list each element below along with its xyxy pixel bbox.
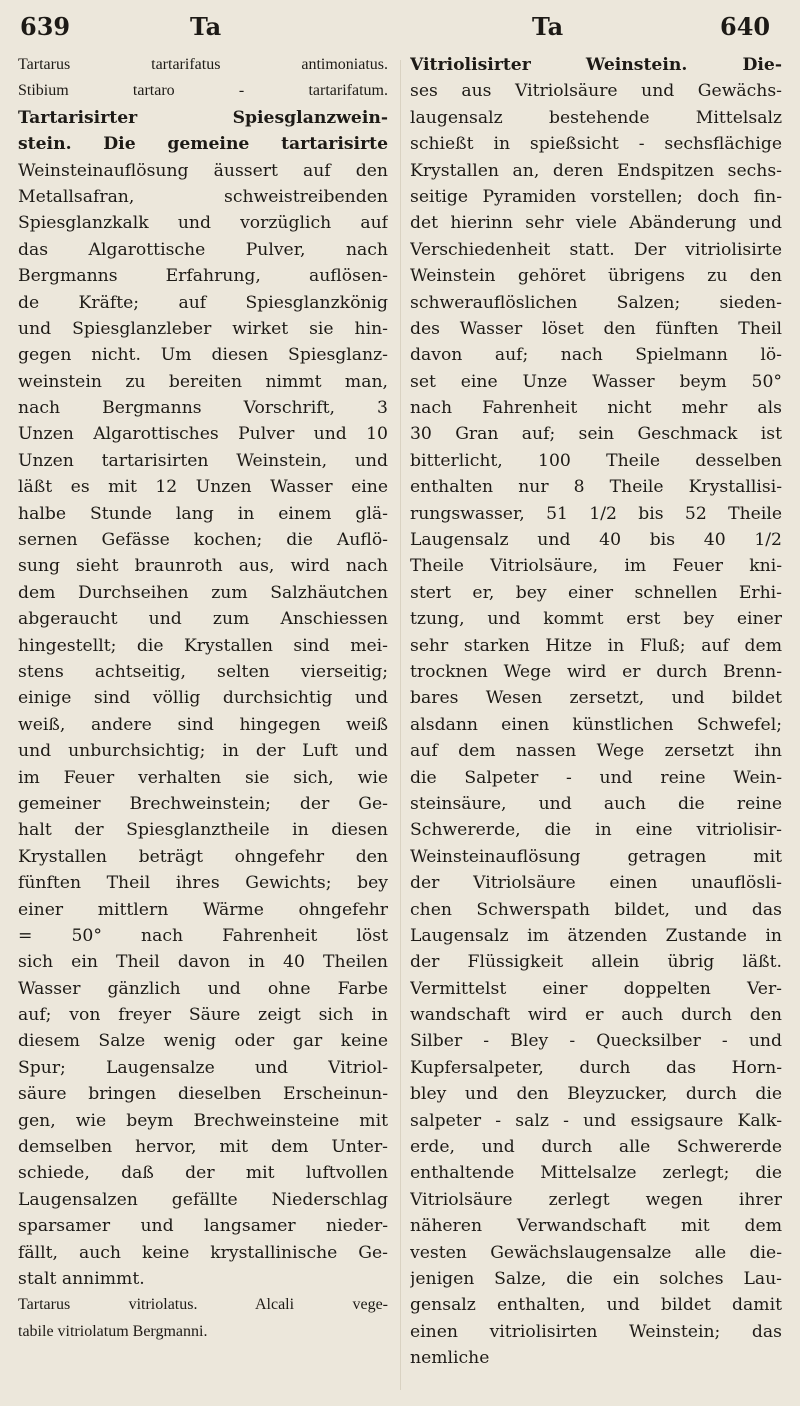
text-line: Theile Vitriolsäure, im Feuer kni-	[410, 556, 782, 577]
text-line: der Flüssigkeit allein übrig läßt.	[410, 952, 782, 973]
text-line: wandschaft wird er auch durch den	[410, 1005, 782, 1026]
text-line: set eine Unze Wasser beym 50°	[410, 371, 782, 392]
text-line: alsdann einen künstlichen Schwefel;	[410, 714, 782, 735]
text-line: Tartarus vitriolatus. Alcali vege-	[18, 1296, 388, 1314]
text-line: Spur; Laugensalze und Vitriol-	[18, 1057, 388, 1078]
text-line: Laugensalz und 40 bis 40 1/2	[410, 530, 782, 551]
text-line: stalt annimmt.	[18, 1268, 145, 1289]
text-line: Laugensalz im ätzenden Zustande in	[410, 925, 782, 946]
column-divider	[400, 60, 401, 1390]
text-line: schwerauflöslichen Salzen; sieden-	[410, 292, 782, 313]
text-line: das Algarottische Pulver, nach	[18, 239, 388, 260]
text-line: auf dem nassen Wege zersetzt ihn	[410, 741, 782, 762]
text-line: davon auf; nach Spielmann lö-	[410, 345, 782, 366]
text-line: Kupfersalpeter, durch das Horn-	[410, 1057, 782, 1078]
text-line: erde, und durch alle Schwererde	[410, 1137, 782, 1158]
page-header	[0, 8, 800, 52]
text-line: Vitriolsäure zerlegt wegen ihrer	[410, 1189, 782, 1210]
left-page-number: 639	[20, 12, 71, 41]
text-line: einige sind völlig durchsichtig und	[18, 688, 388, 709]
text-line: seitige Pyramiden vorstellen; doch fin-	[410, 186, 782, 207]
text-line: des Wasser löset den fünften Theil	[410, 318, 782, 339]
text-line: salpeter - salz - und essigsaure Kalk-	[410, 1110, 782, 1131]
right-page-number: 640	[720, 12, 771, 41]
text-line: einen vitriolisirten Weinstein; das	[410, 1321, 782, 1342]
text-line: Tartarus tartarifatus antimoniatus.	[18, 56, 388, 73]
text-line: sich ein Theil davon in 40 Theilen	[18, 952, 388, 973]
text-line: tabile vitriolatum Bergmanni.	[18, 1322, 208, 1340]
text-line: dem Durchseihen zum Salzhäutchen	[18, 582, 388, 603]
text-line: und Spiesglanzleber wirket sie hin-	[18, 318, 388, 339]
text-line: gensalz enthalten, und bildet damit	[410, 1295, 782, 1316]
text-line: stens achtseitig, selten vierseitig;	[18, 661, 388, 682]
text-line: Unzen tartarisirten Weinstein, und	[18, 450, 388, 471]
text-line: Schwererde, die in eine vitriolisir-	[410, 820, 782, 841]
text-line: Unzen Algarottisches Pulver und 10	[18, 424, 388, 445]
right-column	[410, 52, 782, 1372]
text-line: Weinsteinauflösung getragen mit	[410, 846, 782, 867]
text-line: sung sieht braunroth aus, wird nach	[18, 556, 388, 577]
text-line: der Vitriolsäure einen unauflösli-	[410, 873, 782, 894]
text-line: Wasser gänzlich und ohne Farbe	[18, 978, 388, 999]
text-line: schießt in spießsicht - sechsflächige	[410, 134, 782, 155]
text-line: de Kräfte; auf Spiesglanzkönig	[18, 292, 388, 313]
text-line: abgeraucht und zum Anschiessen	[18, 609, 388, 630]
text-line: einer mittlern Wärme ohngefehr	[18, 899, 388, 920]
text-line: sernen Gefässe kochen; die Auflö-	[18, 530, 388, 551]
text-line: Metallsafran, schweistreibenden	[18, 186, 388, 207]
text-line: gen, wie beym Brechweinsteine mit	[18, 1110, 388, 1131]
text-line: sehr starken Hitze in Fluß; auf dem	[410, 635, 782, 656]
text-line: demselben hervor, mit dem Unter-	[18, 1137, 388, 1158]
text-line: Laugensalzen gefällte Niederschlag	[18, 1189, 388, 1210]
text-line: Vermittelst einer doppelten Ver-	[410, 978, 782, 999]
text-line: Weinstein gehöret übrigens zu den	[410, 266, 782, 287]
text-line: schiede, daß der mit luftvollen	[18, 1163, 388, 1184]
text-line: ses aus Vitriolsäure und Gewächs-	[410, 81, 782, 102]
text-line: trocknen Wege wird er durch Brenn-	[410, 661, 782, 682]
left-running-head: Ta	[190, 12, 222, 41]
text-line: Stibium tartaro - tartarifatum.	[18, 82, 388, 100]
text-line: nemliche	[410, 1348, 490, 1369]
text-line: hingestellt; die Krystallen sind mei-	[18, 635, 388, 656]
text-line: Verschiedenheit statt. Der vitriolisirte	[410, 239, 782, 260]
text-line: fällt, auch keine krystallinische Ge-	[18, 1242, 388, 1263]
text-line: vesten Gewächslaugensalze alle die-	[410, 1242, 782, 1263]
text-line: = 50° nach Fahrenheit löst	[18, 925, 388, 946]
text-line: Weinsteinauflösung äussert auf den	[18, 160, 388, 181]
text-line: Vitriolisirter Weinstein. Die-	[410, 55, 782, 75]
text-line: jenigen Salze, die ein solches Lau-	[410, 1268, 782, 1289]
text-line: 30 Gran auf; sein Geschmack ist	[410, 424, 782, 445]
text-line: chen Schwerspath bildet, und das	[410, 899, 782, 920]
text-line: läßt es mit 12 Unzen Wasser eine	[18, 477, 388, 498]
text-line: det hierinn sehr viele Abänderung und	[410, 213, 782, 234]
right-running-head: Ta	[532, 12, 564, 41]
text-line: und unburchsichtig; in der Luft und	[18, 741, 388, 762]
text-line: Tartarisirter Spiesglanzwein-	[18, 107, 388, 128]
text-line: die Salpeter - und reine Wein-	[410, 767, 782, 788]
text-line: sparsamer und langsamer nieder-	[18, 1216, 388, 1237]
text-line: nach Bergmanns Vorschrift, 3	[18, 398, 388, 419]
text-line: weiß, andere sind hingegen weiß	[18, 714, 388, 735]
text-line: Silber - Bley - Quecksilber - und	[410, 1031, 782, 1052]
text-line: Spiesglanzkalk und vorzüglich auf	[18, 213, 388, 234]
text-line: gegen nicht. Um diesen Spiesglanz-	[18, 345, 388, 366]
text-line: enthaltende Mittelsalze zerlegt; die	[410, 1163, 782, 1184]
text-line: Krystallen beträgt ohngefehr den	[18, 846, 388, 867]
text-line: fünften Theil ihres Gewichts; bey	[18, 873, 388, 894]
text-line: weinstein zu bereiten nimmt man,	[18, 371, 388, 392]
text-line: Krystallen an, deren Endspitzen sechs-	[410, 160, 782, 181]
text-line: tzung, und kommt erst bey einer	[410, 609, 782, 630]
text-line: enthalten nur 8 Theile Krystallisi-	[410, 477, 782, 498]
text-line: Bergmanns Erfahrung, auflösen-	[18, 266, 388, 287]
text-line: säure bringen dieselben Erscheinun-	[18, 1084, 388, 1105]
text-line: bitterlicht, 100 Theile desselben	[410, 450, 782, 471]
text-line: auf; von freyer Säure zeigt sich in	[18, 1005, 388, 1026]
text-line: laugensalz bestehende Mittelsalz	[410, 107, 782, 128]
text-line: diesem Salze wenig oder gar keine	[18, 1031, 388, 1052]
text-line: näheren Verwandschaft mit dem	[410, 1216, 782, 1237]
text-line: steinsäure, und auch die reine	[410, 793, 782, 814]
text-line: stein. Die gemeine tartarisirte	[18, 134, 388, 155]
text-line: bares Wesen zersetzt, und bildet	[410, 688, 782, 709]
text-line: bley und den Bleyzucker, durch die	[410, 1084, 782, 1105]
text-line: stert er, bey einer schnellen Erhi-	[410, 582, 782, 603]
text-line: nach Fahrenheit nicht mehr als	[410, 398, 782, 419]
text-line: im Feuer verhalten sie sich, wie	[18, 767, 388, 788]
text-line: halt der Spiesglanztheile in diesen	[18, 820, 388, 841]
text-line: rungswasser, 51 1/2 bis 52 Theile	[410, 503, 782, 524]
text-line: gemeiner Brechweinstein; der Ge-	[18, 793, 388, 814]
left-column	[18, 52, 388, 1345]
text-line: halbe Stunde lang in einem glä-	[18, 503, 388, 524]
